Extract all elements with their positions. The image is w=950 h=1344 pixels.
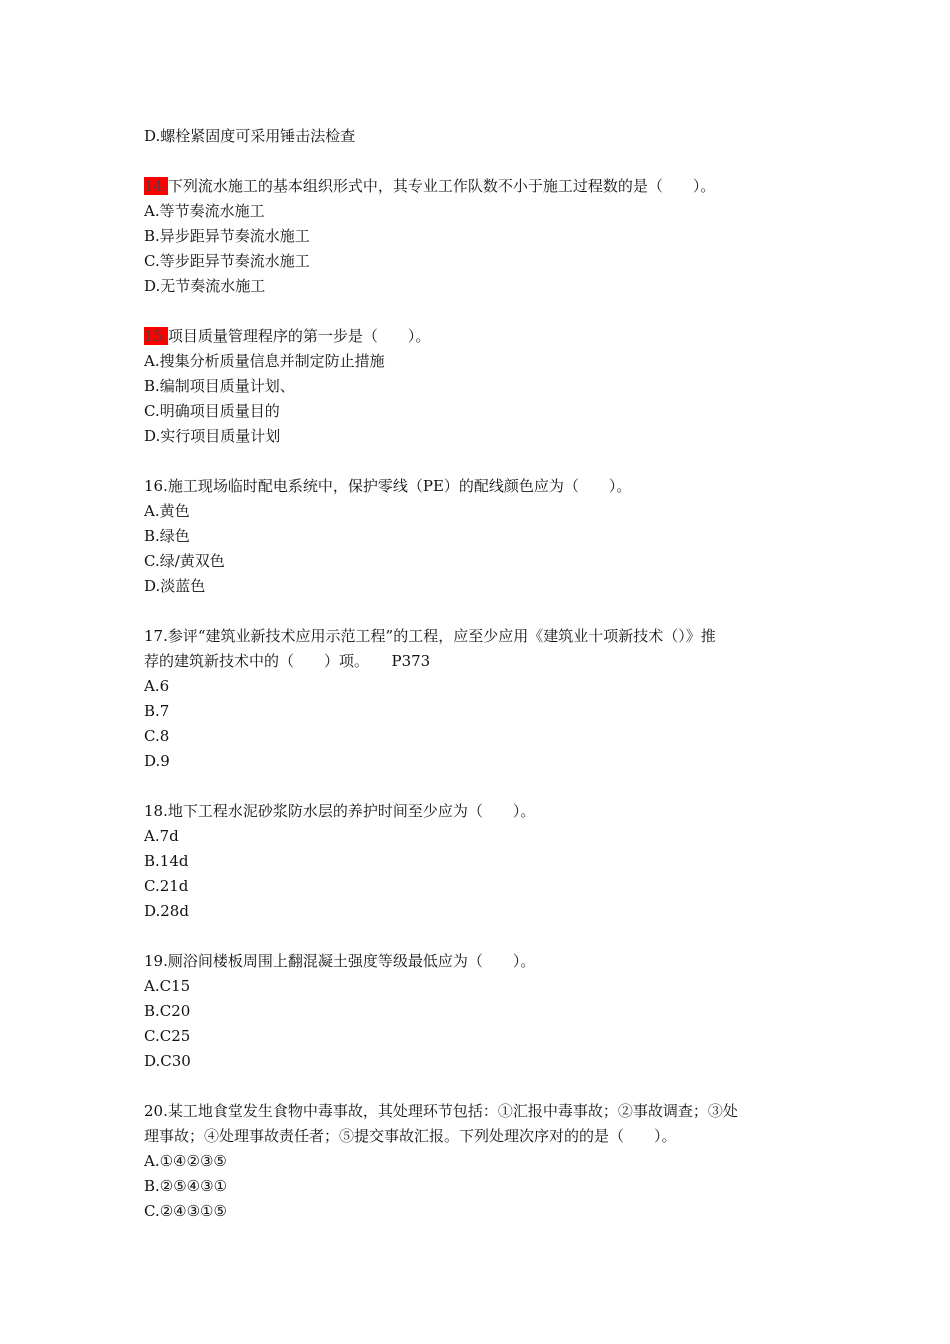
question-14 [144,174,814,299]
question-text: 某工地食堂发生食物中毒事故，其处理环节包括：①汇报中毒事故；②事故调查；③处 [167,1102,738,1120]
question-number: 20. [144,1102,168,1120]
question-number: 17. [144,627,168,645]
question-19 [144,949,814,1074]
option-d: D.螺栓紧固度可采用锤击法检查 [144,127,356,145]
question-text: 项目质量管理程序的第一步是（ ）。 [167,327,431,345]
question-number: 19. [144,952,168,970]
question-text: 下列流水施工的基本组织形式中，其专业工作队数不小于施工过程数的是（ ）。 [167,177,716,195]
option-c: C.8 [144,727,170,745]
document-content [144,124,814,1224]
question-stem [144,474,814,499]
question-17 [144,624,814,774]
option-a: A.黄色 [144,502,190,520]
option-c: C.②④③①⑤ [144,1202,227,1220]
option-d: D.实行项目质量计划 [144,427,281,445]
question-stem [144,949,814,974]
question-stem [144,624,814,649]
option-d: D.9 [144,752,170,770]
question-number: 16. [144,477,168,495]
question-stem [144,1099,814,1124]
option-b: B.异步距异节奏流水施工 [144,227,310,245]
question-20 [144,1099,814,1224]
question-stem-continued: 理事故；④处理事故责任者；⑤提交事故汇报。下列处理次序对的的是（ ）。 [144,1127,677,1145]
question-stem [144,324,814,349]
option-c: C.C25 [144,1027,191,1045]
question-13-tail [144,124,814,149]
question-15 [144,324,814,449]
option-a: A.等节奏流水施工 [144,202,265,220]
question-text: 地下工程水泥砂浆防水层的养护时间至少应为（ ）。 [167,802,536,820]
option-d: D.C30 [144,1052,191,1070]
question-number: 18. [144,802,168,820]
option-d: D.28d [144,902,189,920]
option-a: A.①④②③⑤ [144,1152,227,1170]
option-b: B.14d [144,852,189,870]
question-text: 参评“建筑业新技术应用示范工程”的工程，应至少应用《建筑业十项新技术（）》推 [167,627,716,645]
option-b: B.②⑤④③① [144,1177,228,1195]
option-a: A.6 [144,677,170,695]
option-a: A.7d [144,827,179,845]
option-b: B.C20 [144,1002,191,1020]
question-number-highlighted: 15. [144,327,168,345]
option-c: C.明确项目质量目的 [144,402,280,420]
option-a: A.C15 [144,977,191,995]
option-a: A.搜集分析质量信息并制定防止措施 [144,352,385,370]
question-18 [144,799,814,924]
option-c: C.21d [144,877,189,895]
option-c: C.等步距异节奏流水施工 [144,252,310,270]
option-b: B.编制项目质量计划、 [144,377,295,395]
option-b: B.7 [144,702,170,720]
question-text: 施工现场临时配电系统中，保护零线（PE）的配线颜色应为（ ）。 [167,477,632,495]
question-stem [144,799,814,824]
option-c: C.绿/黄双色 [144,552,225,570]
question-stem-continued: 荐的建筑新技术中的（ ）项。 P373 [144,652,431,670]
question-16 [144,474,814,599]
option-b: B.绿色 [144,527,190,545]
option-d: D.淡蓝色 [144,577,206,595]
question-number-highlighted: 14. [144,177,168,195]
question-text: 厕浴间楼板周围上翻混凝土强度等级最低应为（ ）。 [167,952,536,970]
question-stem [144,174,814,199]
option-d: D.无节奏流水施工 [144,277,266,295]
